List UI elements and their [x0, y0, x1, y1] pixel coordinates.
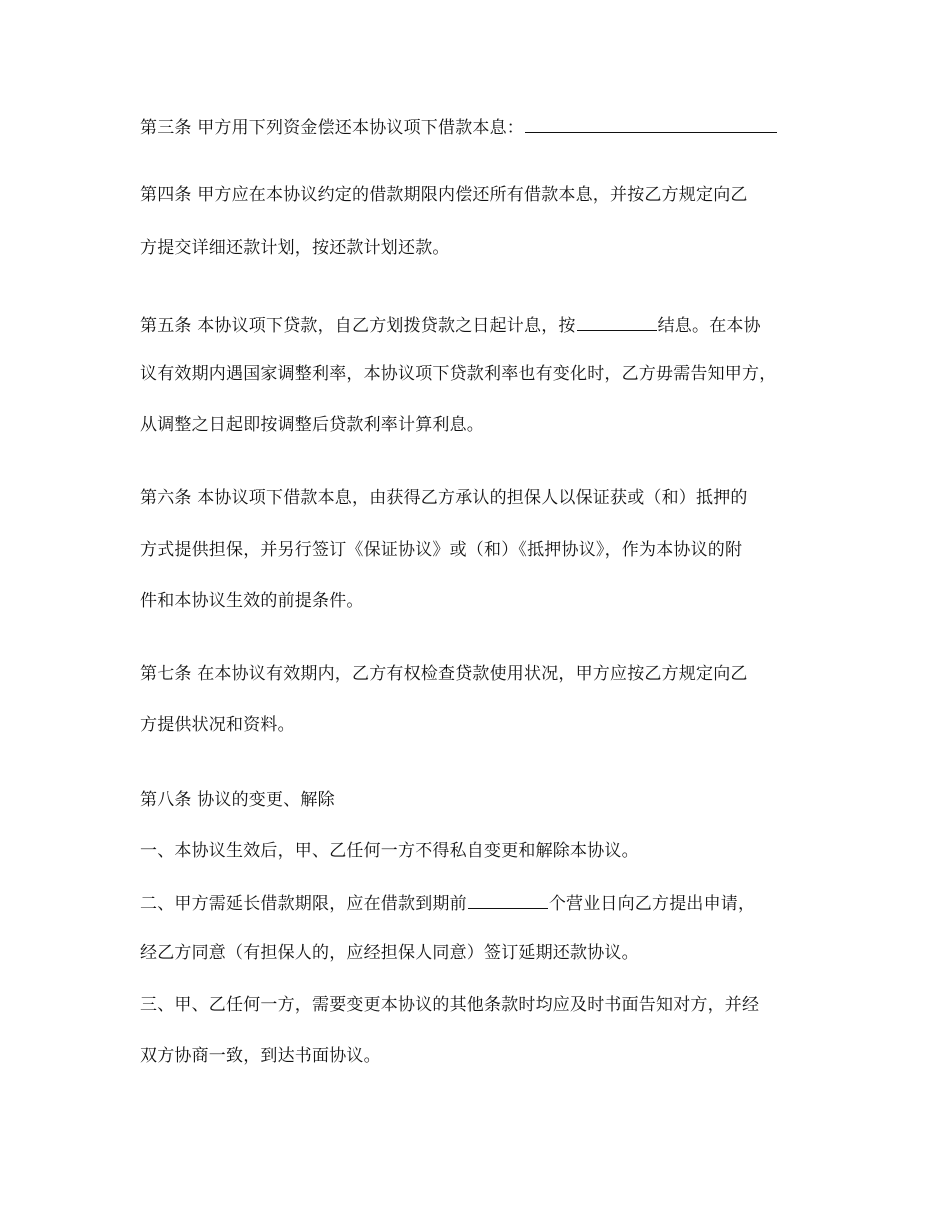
article-6-line-3: 件和本协议生效的前提条件。 — [140, 591, 364, 611]
repayment-source-blank — [525, 117, 777, 133]
article-3-line-1 — [140, 117, 778, 137]
article-5-line-2: 议有效期内遇国家调整利率，本协议项下贷款利率也有变化时，乙方毋需告知甲方， — [140, 364, 777, 384]
article-5-line-3: 从调整之日起即按调整后贷款利率计算利息。 — [140, 415, 484, 435]
article-8-item-3-line-2: 双方协商一致，到达书面协议。 — [140, 1046, 381, 1066]
article-8-item-2-line-2: 经乙方同意（有担保人的，应经担保人同意）签订延期还款协议。 — [140, 943, 639, 963]
article-6-line-2: 方式提供担保，并另行签订《保证协议》或（和）《抵押协议》，作为本协议的附 — [140, 540, 743, 560]
article-8-item-3-line-1: 三、甲、乙任何一方，需要变更本协议的其他条款时均应及时书面告知对方，并经 — [140, 995, 760, 1015]
article-8-item-2-line-1 — [140, 893, 755, 913]
article-6-line-1: 第六条 本协议项下借款本息，由获得乙方承认的担保人以保证获或（和）抵押的 — [140, 488, 748, 508]
interest-settlement-blank — [577, 315, 657, 331]
article-7-line-2: 方提供状况和资料。 — [140, 715, 295, 735]
article-4-line-2: 方提交详细还款计划，按还款计划还款。 — [140, 238, 450, 258]
article-3-text: 第三条 甲方用下列资金偿还本协议项下借款本息： — [140, 118, 525, 138]
article-5-line-1 — [140, 315, 761, 335]
article-7-line-1: 第七条 在本协议有效期内，乙方有权检查贷款使用状况，甲方应按乙方规定向乙 — [140, 664, 748, 684]
article-5-text-before: 第五条 本协议项下贷款，自乙方划拨贷款之日起计息，按 — [140, 316, 576, 336]
article-8-item-1: 一、本协议生效后，甲、乙任何一方不得私自变更和解除本协议。 — [140, 841, 639, 861]
article-8-item-2-text-after: 个营业日向乙方提出申请， — [548, 894, 756, 914]
article-8-heading: 第八条 协议的变更、解除 — [140, 790, 335, 810]
article-5-text-after: 结息。在本协 — [657, 316, 761, 336]
business-days-blank — [468, 893, 548, 909]
article-4-line-1: 第四条 甲方应在本协议约定的借款期限内偿还所有借款本息，并按乙方规定向乙 — [140, 185, 748, 205]
article-8-item-2-text-before: 二、甲方需延长借款期限，应在借款到期前 — [140, 894, 467, 914]
